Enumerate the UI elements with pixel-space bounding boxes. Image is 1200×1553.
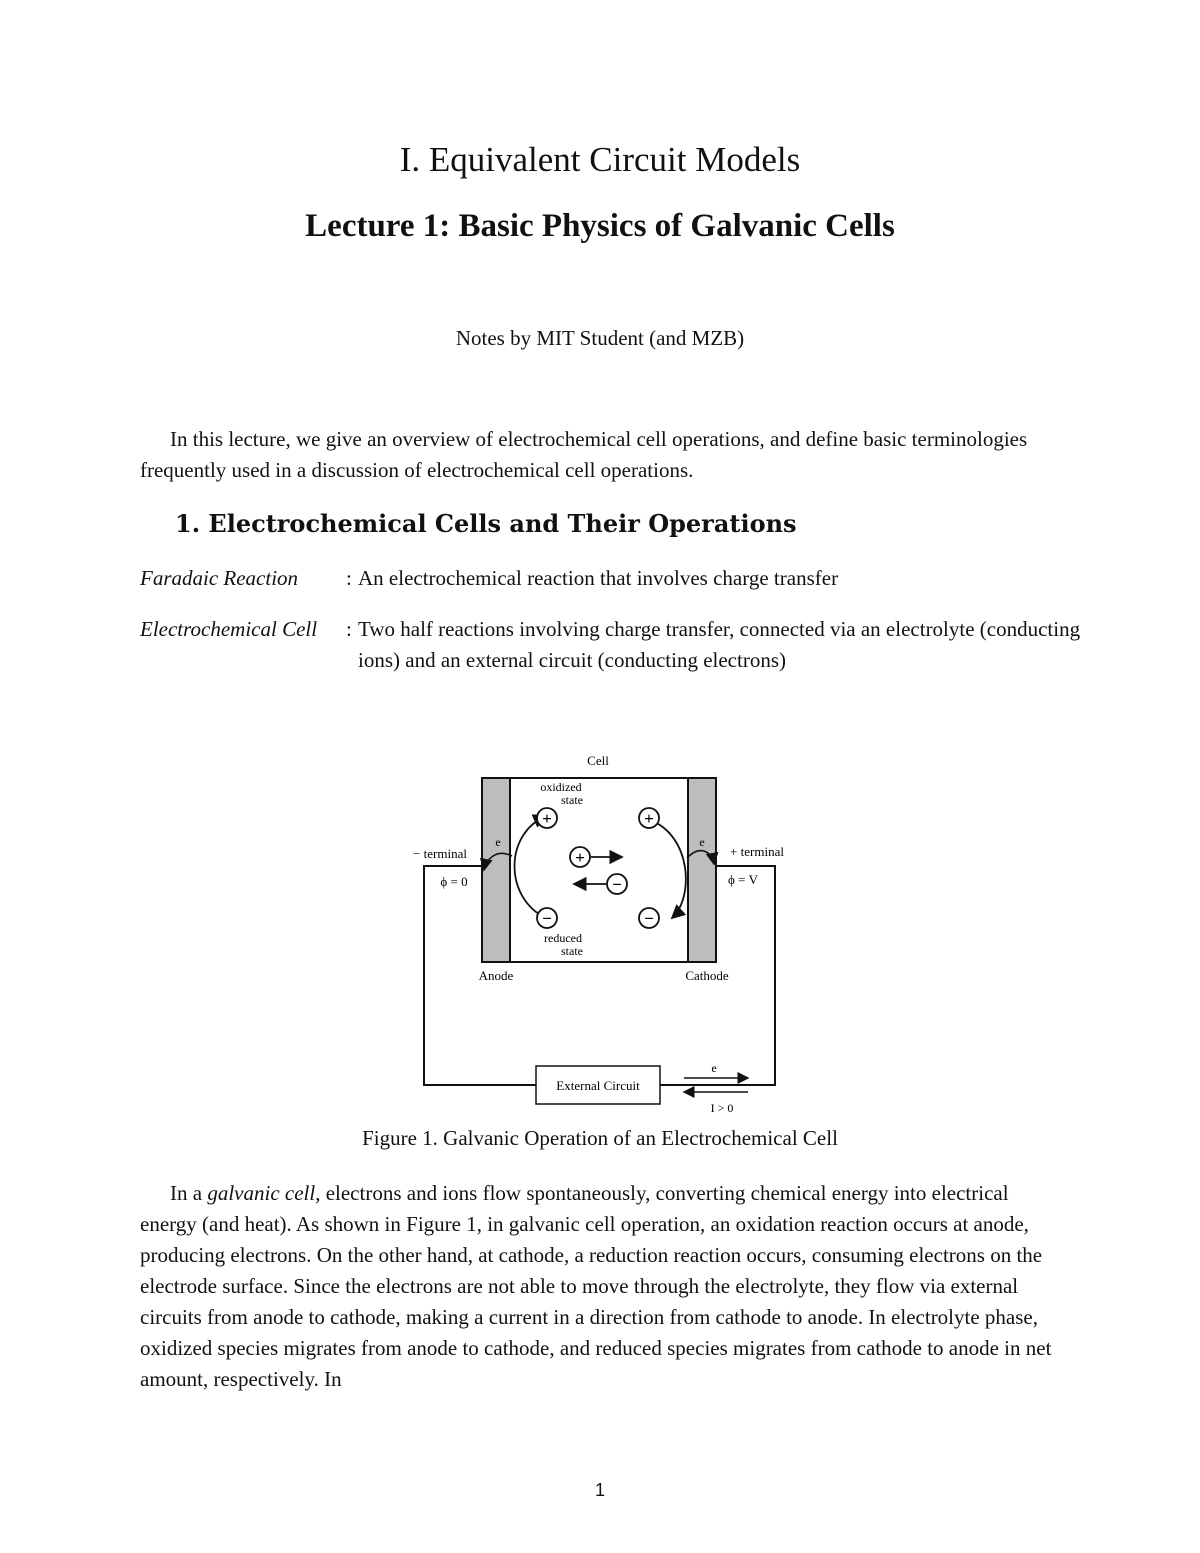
anode-label: Anode — [478, 968, 514, 983]
body-text: , electrons and ions flow spontaneously, converting chemical energy into electrical energy (and heat). As shown in Figure 1, in galvanic cell operation, an oxidation reaction occurs at anode, producing electrons. On the other hand, at cathode, a reduction reaction occurs, consuming electrons on the electrode surface. Since the electrons are not able to move through the electrolyte, they flow via external circuits from anode to cathode, making a current in a direction from cathode to anode. In electrolyte phase, oxidized species migrates from anode to cathode, and reduced species migrates from cathode to anode in net amount, respectively. In — [140, 1181, 1052, 1391]
negative-terminal-label: − terminal — [413, 846, 467, 861]
body-prefix: In a — [170, 1181, 208, 1205]
lecture-title: Lecture 1: Basic Physics of Galvanic Cells — [305, 208, 895, 244]
author-line: Notes by MIT Student (and MZB) — [455, 326, 745, 350]
svg-text:−: − — [542, 909, 552, 928]
oxidized-label: oxidized — [540, 780, 582, 794]
page-number: 1 — [594, 1480, 605, 1500]
reduced-label: reduced — [544, 931, 582, 945]
oxidized-state-label: state — [561, 793, 583, 807]
cathode-label: Cathode — [685, 968, 729, 983]
definition-colon: : — [346, 566, 352, 590]
external-circuit-label: External Circuit — [556, 1078, 640, 1093]
cathode-potential-label: ϕ = V — [727, 872, 759, 887]
anode-potential-label: ϕ = 0 — [440, 874, 468, 889]
reduced-ion-anode — [537, 908, 557, 928]
figure-caption: Figure 1. Galvanic Operation of an Electrochemical Cell — [362, 1126, 838, 1150]
definition-colon: : — [346, 617, 352, 641]
svg-text:+: + — [575, 848, 585, 867]
cell-label: Cell — [587, 753, 609, 768]
cell-container — [482, 778, 716, 962]
svg-text:+: + — [644, 809, 654, 828]
electron-flow-label: e — [711, 1061, 717, 1075]
reduced-ion-cathode — [639, 908, 659, 928]
positive-terminal-label: + terminal — [730, 844, 784, 859]
svg-text:−: − — [644, 909, 654, 928]
anode-electrode — [482, 778, 510, 962]
electron-label-cathode: e — [699, 835, 705, 849]
current-label: I > 0 — [710, 1101, 734, 1115]
definition-text: Two half reactions involving charge transfer, connected via an electrolyte (conducting ions) and an external circuit (conducting electrons) — [358, 617, 1081, 672]
galvanic-cell-term: galvanic cell — [207, 1181, 316, 1205]
definition-term: Electrochemical Cell — [140, 617, 318, 641]
svg-text:−: − — [612, 875, 622, 894]
electron-label-anode: e — [495, 835, 501, 849]
section-heading: 1. Electrochemical Cells and Their Operations — [175, 509, 797, 538]
reduced-state-label: state — [561, 944, 583, 958]
definition-text: An electrochemical reaction that involves charge transfer — [358, 566, 839, 590]
definition-term: Faradaic Reaction — [140, 566, 299, 590]
oxidized-ion-cathode — [639, 808, 659, 828]
cathode-electrode — [688, 778, 716, 962]
galvanic-cell-diagram — [400, 748, 800, 1120]
part-title: I. Equivalent Circuit Models — [399, 140, 801, 179]
svg-text:+: + — [542, 809, 552, 828]
oxidized-ion-anode — [537, 808, 557, 828]
intro-paragraph: In this lecture, we give an overview of electrochemical cell operations, and define basic terminologies frequently used in a discussion of electrochemical cell operations. — [140, 427, 1028, 482]
body-paragraph — [140, 1178, 1070, 1395]
